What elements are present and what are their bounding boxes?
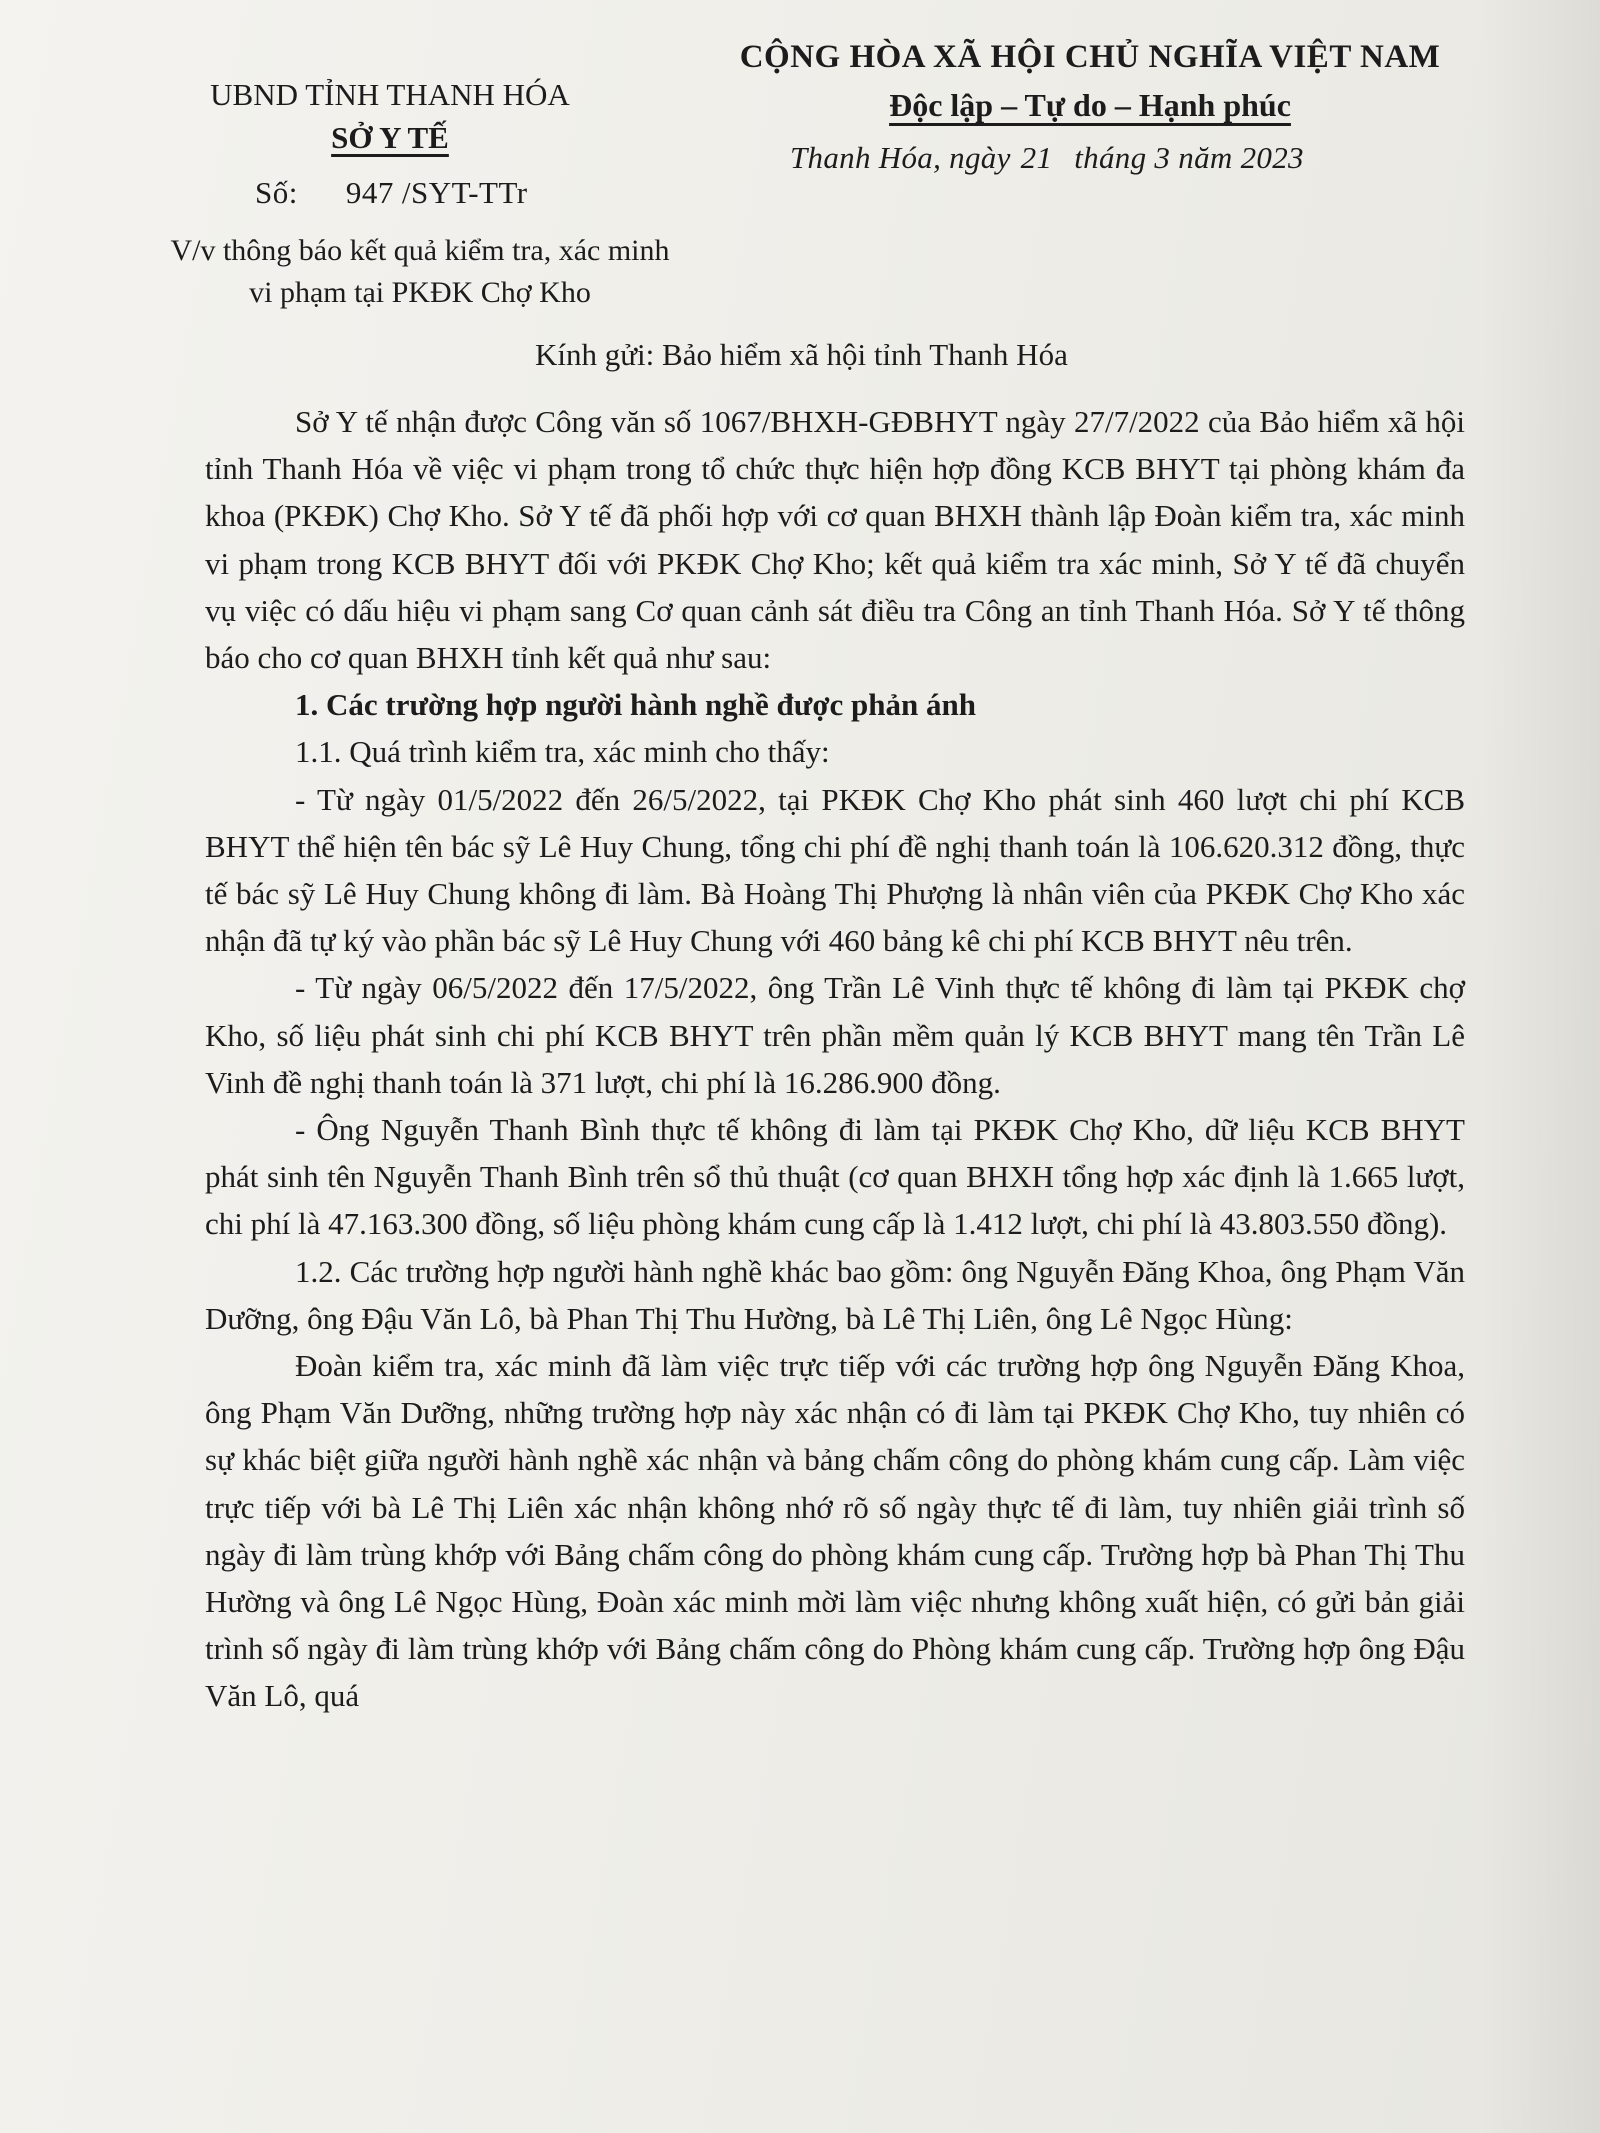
issuing-agency: UBND TỈNH THANH HÓA <box>210 77 570 112</box>
recipient-line: Kính gửi: Bảo hiểm xã hội tỉnh Thanh Hóa <box>535 337 1068 372</box>
issuer-block <box>150 70 630 156</box>
section-1-heading: 1. Các trường hợp người hành nghề được phản ánh <box>295 687 976 723</box>
national-header <box>690 32 1490 128</box>
section-1-2-paragraph: 1.2. Các trường hợp người hành nghề khác bao gồm: ông Nguyễn Đăng Khoa, ông Phạm Văn Dưỡng, ông Đậu Văn Lô, bà Phan Thị Thu Hường, bà Lê Thị Liên, ông Lê Ngọc Hùng: <box>205 1253 1465 1336</box>
final-paragraph: Đoàn kiểm tra, xác minh đã làm việc trực tiếp với các trường hợp ông Nguyễn Đăng Khoa, ông Phạm Văn Dưỡng, những trường hợp này xác nhận có đi làm tại PKĐK Chợ Kho, tuy nhiên có sự khác biệt giữa người hành nghề xác nhận và bảng chấm công do phòng khám cung cấp. Làm việc trực tiếp với bà Lê Thị Liên xác nhận không nhớ rõ số ngày thực tế đi làm, tuy nhiên giải trình số ngày đi làm trùng khớp với Bảng chấm công do phòng khám cung cấp. Trường hợp bà Phan Thị Thu Hường và ông Lê Ngọc Hùng, Đoàn xác minh mời làm việc nhưng không xuất hiện, có gửi bản giải trình số ngày đi làm trùng khớp với Bảng chấm công do Phòng khám cung cấp. Trường hợp ông Đậu Văn Lô, quá <box>205 1348 1465 1714</box>
issuing-department: SỞ Y TẾ <box>331 120 449 155</box>
document-number <box>255 175 528 211</box>
document-body <box>205 398 1465 1720</box>
bullet-paragraph-1: - Từ ngày 01/5/2022 đến 26/5/2022, tại PKĐK Chợ Kho phát sinh 460 lượt chi phí KCB BHYT thể hiện tên bác sỹ Lê Huy Chung, tổng chi phí đề nghị thanh toán là 106.620.312 đồng, thực tế bác sỹ Lê Huy Chung không đi làm. Bà Hoàng Thị Phượng là nhân viên của PKĐK Chợ Kho xác nhận đã tự ký vào phần bác sỹ Lê Huy Chung với 460 bảng kê chi phí KCB BHYT nêu trên. <box>205 781 1465 959</box>
document-number-value: 947 <box>345 175 394 210</box>
bullet-paragraph-3: - Ông Nguyễn Thanh Bình thực tế không đi làm tại PKĐK Chợ Kho, dữ liệu KCB BHYT phát sinh tên Nguyễn Thanh Bình trên sổ thủ thuật (cơ quan BHXH tổng hợp xác định là 1.665 lượt, chi phí là 47.163.300 đồng, số liệu phòng khám cung cấp là 1.412 lượt, chi phí là 43.803.550 đồng). <box>205 1112 1465 1242</box>
bullet-paragraph-2: - Từ ngày 06/5/2022 đến 17/5/2022, ông Trần Lê Vinh thực tế không đi làm tại PKĐK chợ Kho, số liệu phát sinh chi phí KCB BHYT trên phần mềm quản lý KCB BHYT mang tên Trần Lê Vinh đề nghị thanh toán là 371 lượt, chi phí là 16.286.900 đồng. <box>205 970 1465 1100</box>
document-number-suffix: /SYT-TTr <box>401 175 528 210</box>
date-suffix: tháng 3 năm 2023 <box>1074 140 1304 175</box>
date-prefix: Thanh Hóa, ngày <box>790 140 1011 175</box>
section-1-1-paragraph: 1.1. Quá trình kiểm tra, xác minh cho thấy: <box>295 734 830 770</box>
date-line <box>790 140 1304 176</box>
date-day: 21 <box>1020 140 1053 175</box>
page-shadow <box>1480 0 1600 2133</box>
document-subject: V/v thông báo kết quả kiểm tra, xác minh vi phạm tại PKĐK Chợ Kho <box>170 234 670 309</box>
document-number-label: Số: <box>255 175 298 210</box>
national-title: CỘNG HÒA XÃ HỘI CHỦ NGHĨA VIỆT NAM <box>739 39 1441 75</box>
national-motto: Độc lập – Tự do – Hạnh phúc <box>889 87 1291 123</box>
intro-paragraph: Sở Y tế nhận được Công văn số 1067/BHXH-GĐBHYT ngày 27/7/2022 của Bảo hiểm xã hội tỉnh Thanh Hóa về việc vi phạm trong tổ chức thực hiện hợp đồng KCB BHYT tại phòng khám đa khoa (PKĐK) Chợ Kho. Sở Y tế đã phối hợp với cơ quan BHXH thành lập Đoàn kiểm tra, xác minh vi phạm trong KCB BHYT đối với PKĐK Chợ Kho; kết quả kiểm tra xác minh, Sở Y tế đã chuyển vụ việc có dấu hiệu vi phạm sang Cơ quan cảnh sát điều tra Công an tỉnh Thanh Hóa. Sở Y tế thông báo cho cơ quan BHXH tỉnh kết quả như sau: <box>205 404 1465 676</box>
